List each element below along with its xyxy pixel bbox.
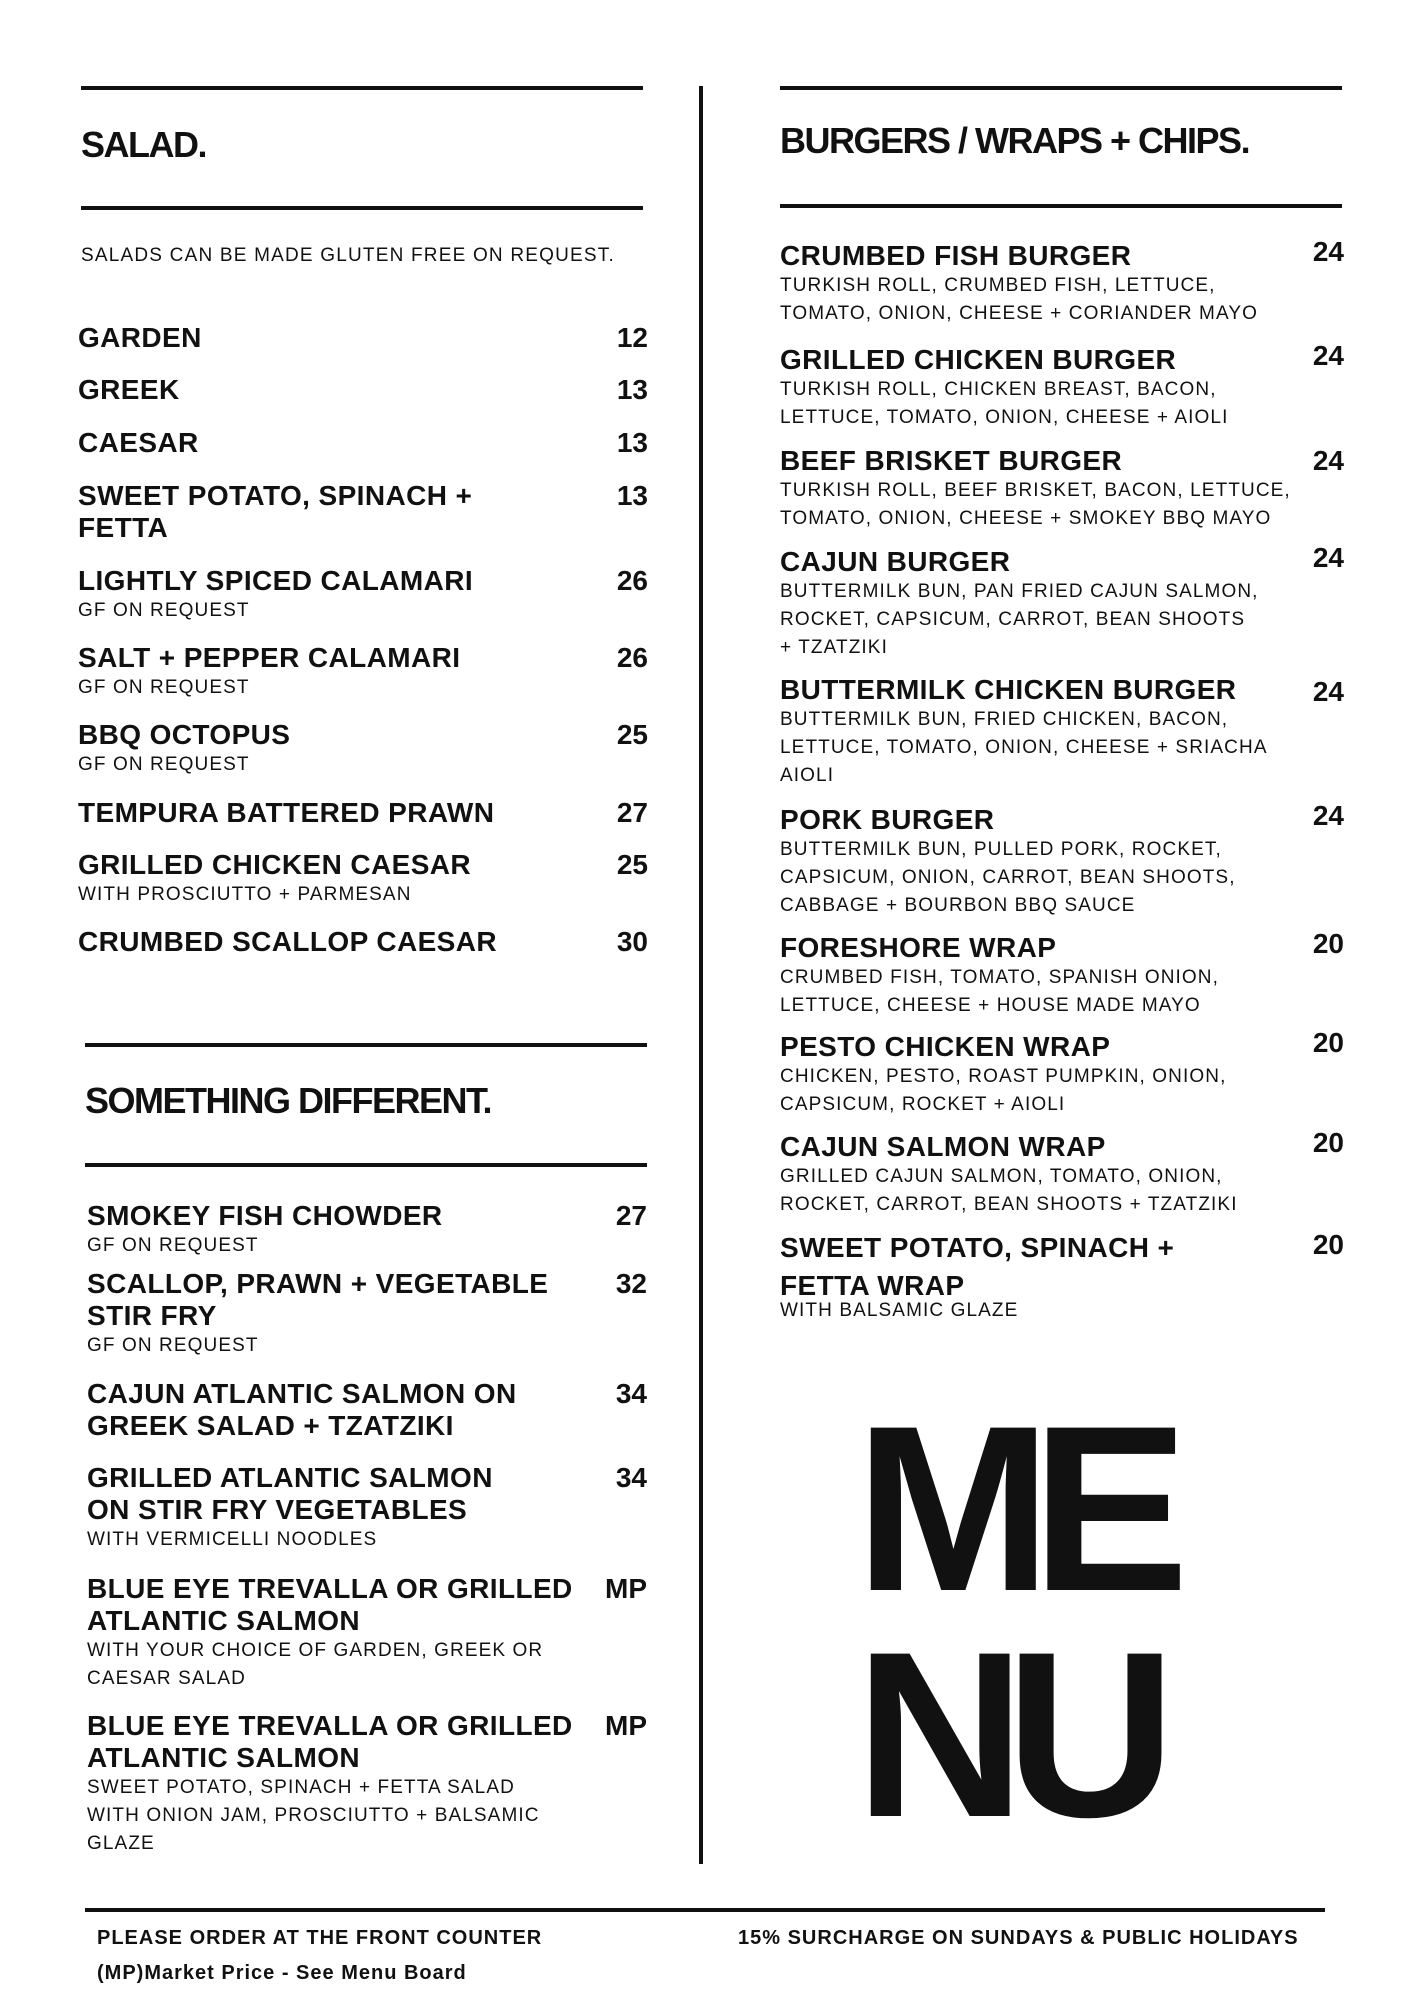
item-name: GARDEN [78,322,202,353]
item-description: GF ON REQUEST [78,754,250,775]
item-price: 13 [616,374,648,405]
item-price: 27 [615,1200,647,1231]
salad-item [78,719,648,779]
salad-item [78,565,648,625]
burgers-title: BURGERS / WRAPS + CHIPS. [780,120,1250,161]
salad-item [78,322,648,354]
item-name: SWEET POTATO, SPINACH + FETTA [78,480,473,543]
item-price: 13 [616,480,648,511]
burger-item [780,236,1344,328]
different-item [87,1462,647,1554]
item-description: WITH YOUR CHOICE OF GARDEN, GREEK OR CAESAR SALAD [87,1640,544,1689]
salad-item [78,849,648,909]
item-price: 34 [615,1378,647,1409]
item-price: 20 [1312,1229,1344,1260]
column-divider [699,86,703,1864]
item-name: SALT + PEPPER CALAMARI [78,642,461,673]
different-item [87,1378,647,1442]
different-item [87,1573,647,1693]
item-price: 32 [615,1268,647,1299]
item-description: GF ON REQUEST [87,1235,259,1256]
item-description: TURKISH ROLL, CHICKEN BREAST, BACON, LETTUCE, TOMATO, ONION, CHEESE + AIOLI [780,379,1229,428]
item-name: SMOKEY FISH CHOWDER [87,1200,443,1231]
burger-item [780,1127,1344,1219]
burger-item [780,928,1344,1020]
salad-bottom-rule [81,206,643,210]
item-price: 20 [1312,1027,1344,1058]
item-description: CHICKEN, PESTO, ROAST PUMPKIN, ONION, CAPSICUM, ROCKET + AIOLI [780,1066,1227,1115]
burger-item [780,1027,1344,1119]
order-note: PLEASE ORDER AT THE FRONT COUNTER [97,1927,543,1949]
item-name: GRILLED ATLANTIC SALMON ON STIR FRY VEGETABLES [87,1462,493,1525]
burger-item [780,340,1344,432]
item-name: SWEET POTATO, SPINACH + FETTA WRAP [780,1232,1175,1301]
item-description: GF ON REQUEST [87,1335,259,1356]
item-price: 24 [1312,340,1344,371]
item-price: 25 [616,719,648,750]
item-name: GRILLED CHICKEN BURGER [780,344,1177,375]
item-price: 24 [1312,445,1344,476]
item-name: CAJUN BURGER [780,546,1011,577]
item-price: 26 [616,642,648,673]
market-price-note: (MP)Market Price - See Menu Board [97,1962,467,1984]
item-price: 24 [1312,676,1344,707]
item-description: BUTTERMILK BUN, PULLED PORK, ROCKET, CAPSICUM, ONION, CARROT, BEAN SHOOTS, CABBAGE + BOURBON BBQ SAUCE [780,839,1236,916]
item-name: PESTO CHICKEN WRAP [780,1031,1111,1062]
item-name: BEEF BRISKET BURGER [780,445,1123,476]
different-title: SOMETHING DIFFERENT. [85,1080,492,1121]
item-price: MP [605,1710,647,1741]
surcharge-note: 15% SURCHARGE ON SUNDAYS & PUBLIC HOLIDAYS [738,1927,1299,1949]
salad-item [78,374,648,406]
item-price: 26 [616,565,648,596]
item-price: 24 [1312,542,1344,573]
item-price: 34 [615,1462,647,1493]
salad-top-rule [81,86,643,90]
item-name: CAJUN ATLANTIC SALMON ON GREEK SALAD + TZATZIKI [87,1378,517,1441]
item-description: TURKISH ROLL, CRUMBED FISH, LETTUCE, TOMATO, ONION, CHEESE + CORIANDER MAYO [780,275,1258,324]
different-top-rule [85,1043,647,1047]
salad-item [78,926,648,958]
item-name: TEMPURA BATTERED PRAWN [78,797,495,828]
menu-logo: ME NU [855,1377,1169,1867]
item-price: 30 [616,926,648,957]
item-name: BLUE EYE TREVALLA OR GRILLED ATLANTIC SALMON [87,1573,573,1636]
item-description: WITH VERMICELLI NOODLES [87,1529,378,1550]
item-name: CAJUN SALMON WRAP [780,1131,1106,1162]
different-item [87,1200,647,1260]
salad-gluten-note: SALADS CAN BE MADE GLUTEN FREE ON REQUEST. [81,245,615,266]
item-name: CRUMBED SCALLOP CAESAR [78,926,497,957]
item-price: 24 [1312,800,1344,831]
item-description: SWEET POTATO, SPINACH + FETTA SALAD WITH ONION JAM, PROSCIUTTO + BALSAMIC GLAZE [87,1777,540,1854]
salad-title: SALAD. [81,124,206,165]
burger-item [780,674,1344,790]
item-description: TURKISH ROLL, BEEF BRISKET, BACON, LETTUCE, TOMATO, ONION, CHEESE + SMOKEY BBQ MAYO [780,480,1291,529]
different-item [87,1268,647,1360]
item-name: LIGHTLY SPICED CALAMARI [78,565,474,596]
burger-item [780,1229,1344,1325]
burger-item [780,542,1344,662]
item-name: SCALLOP, PRAWN + VEGETABLE STIR FRY [87,1268,549,1331]
item-price: MP [605,1573,647,1604]
item-name: GREEK [78,374,180,405]
burgers-top-rule [780,86,1342,90]
item-name: CRUMBED FISH BURGER [780,240,1132,271]
item-price: 20 [1312,1127,1344,1158]
item-name: BUTTERMILK CHICKEN BURGER [780,674,1237,705]
item-name: CAESAR [78,427,199,458]
item-description: WITH PROSCIUTTO + PARMESAN [78,884,412,905]
item-price: 24 [1312,236,1344,267]
item-description: GF ON REQUEST [78,677,250,698]
item-price: 13 [616,427,648,458]
item-price: 25 [616,849,648,880]
salad-item [78,642,648,702]
item-name: FORESHORE WRAP [780,932,1057,963]
item-name: BBQ OCTOPUS [78,719,291,750]
item-price: 20 [1312,928,1344,959]
item-description: BUTTERMILK BUN, PAN FRIED CAJUN SALMON, ROCKET, CAPSICUM, CARROT, BEAN SHOOTS + TZATZIKI [780,581,1259,658]
item-description: BUTTERMILK BUN, FRIED CHICKEN, BACON, LETTUCE, TOMATO, ONION, CHEESE + SRIACHA AIOLI [780,709,1268,786]
different-item [87,1710,647,1858]
item-description: CRUMBED FISH, TOMATO, SPANISH ONION, LETTUCE, CHEESE + HOUSE MADE MAYO [780,967,1219,1016]
item-name: GRILLED CHICKEN CAESAR [78,849,472,880]
different-bottom-rule [85,1163,647,1167]
burgers-bottom-rule [780,204,1342,208]
item-price: 12 [616,322,648,353]
item-price: 27 [616,797,648,828]
footer-rule [85,1908,1325,1912]
item-name: PORK BURGER [780,804,995,835]
item-name: BLUE EYE TREVALLA OR GRILLED ATLANTIC SALMON [87,1710,573,1773]
burger-item [780,445,1344,533]
burger-item [780,800,1344,920]
salad-item [78,797,648,829]
item-description: GF ON REQUEST [78,600,250,621]
salad-item [78,480,648,544]
item-description: GRILLED CAJUN SALMON, TOMATO, ONION, ROCKET, CARROT, BEAN SHOOTS + TZATZIKI [780,1166,1238,1215]
item-description: WITH BALSAMIC GLAZE [780,1300,1019,1321]
salad-item [78,427,648,459]
